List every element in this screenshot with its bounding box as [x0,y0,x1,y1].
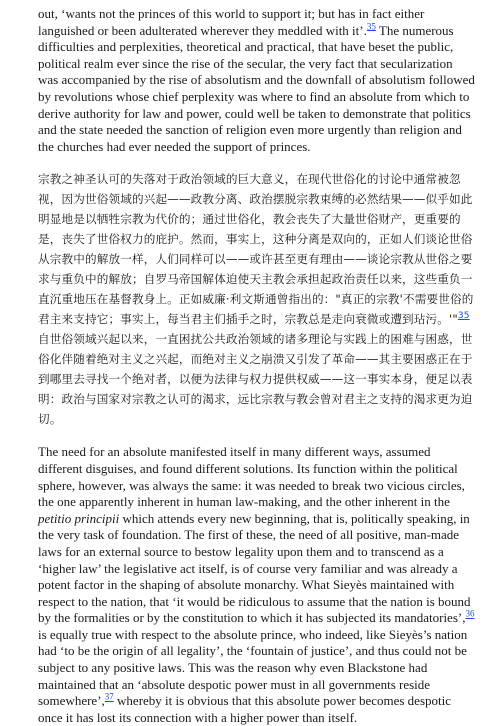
footnote-link-35[interactable]: 35 [366,21,376,32]
english-paragraph-1 [38,6,476,155]
footnote-link-35-translation[interactable]: 35 [457,311,470,322]
paragraph-2-text-a: 宗教之神圣认可的失落对于政治领域的巨大意义，在现代世俗化的讨论中通常被忽视，因为世俗领域的兴起——政教分离、政治摆脱宗教束缚的必然结果——似乎如此明显地是以牺牲宗教为代价的；通过世俗化，教会丧失了大量世俗财产，更重要的是，丧失了世俗权力的庇护。然而，事实上，这种分离是双向的，正如人们谈论世俗从宗教中的解放一样，人们同样可以——或许甚至更有理由——谈论宗教从世俗之要求与重负中的解放；自罗马帝国解体迫使天主教会承担起政治责任以来，这些重负一直沉重地压在基督教身上。正如威廉·利文斯通曾指出的："真正的宗教'不需要世俗的君主来支持它；事实上，每当君主们插手之时，宗教总是走向衰微或遭到玷污。'" [38,172,474,327]
paragraph-3-text-a: The need for an absolute manifested itself in many different ways, assumed different disguises, and found different solutions. Its function within the political sphere, however, was always the same: it was needed to break two vicious circles, the one apparently inherent in human law-making, and the other inherent in the [38,444,465,510]
paragraph-3-text-c: is equally true with respect to the absolute prince, who indeed, like Sieyès’s nation had ‘to be the origin of all legality’, the ‘fountain of justice’, and thus could not be subject to any positive laws. This was the reason why even Blackstone had maintained that an ‘absolute despotic power must in all governments reside somewhere’, [38,626,468,709]
paragraph-1-text-b: The numerous difficulties and perplexities, theoretical and practical, that have beset the public, political realm ever since the rise of the secular, the very fact that secularization was accompanied by the rise of absolutism and the downfall of absolutism followed by revolutions whose chief perplexity was where to find an absolute from which to derive authority for law and power, could well be taken to demonstrate that politics and the state needed the sanction of religion even more urgently than religion and the churches had ever needed the support of princes. [38,22,475,154]
footnote-link-37[interactable]: 37 [104,691,114,702]
chinese-translation-paragraph [38,169,476,429]
english-paragraph-2 [38,444,476,726]
paragraph-1-text-a: out, ‘wants not the princes of this world to support it; but has in fact either languished or been adulterated wherever they meddled with it’. [38,6,425,38]
paragraph-3-text-d: whereby it is obvious that this absolute power becomes despotic once it has lost its connection with a higher power than itself. [38,693,451,725]
italic-phrase: petitio principii [38,510,120,526]
paragraph-2-text-b: 自世俗领域兴起以来，一直困扰公共政治领域的诸多理论与实践上的困难与困惑，世俗化伴随着绝对主义之兴起，而绝对主义之崩溃又引发了革命——其主要困惑正在于到哪里去寻找一个绝对者，以便为法律与权力提供权威——这一事实本身，便足以表明：政治与国家对宗教之认可的渴求，远比宗教与教会曾对君主之支持的渴求更为迫切。 [38,332,473,427]
footnote-link-36[interactable]: 36 [465,608,475,619]
paragraph-3-text-b: which attends every new beginning, that is, politically speaking, in the very task of foundation. The first of these, the need of all positive, man-made laws for an external source to bestow legality upon them and to transcend as a ‘higher law’ the legislative act itself, is of course very familiar and was already a potent factor in the shaping of absolute monarchy. What Sieyès maintained with respect to the nation, that ‘it would be ridiculous to assume that the nation is bound by the formalities or by the constitution to which it has subjected its mandatories’, [38,510,471,626]
